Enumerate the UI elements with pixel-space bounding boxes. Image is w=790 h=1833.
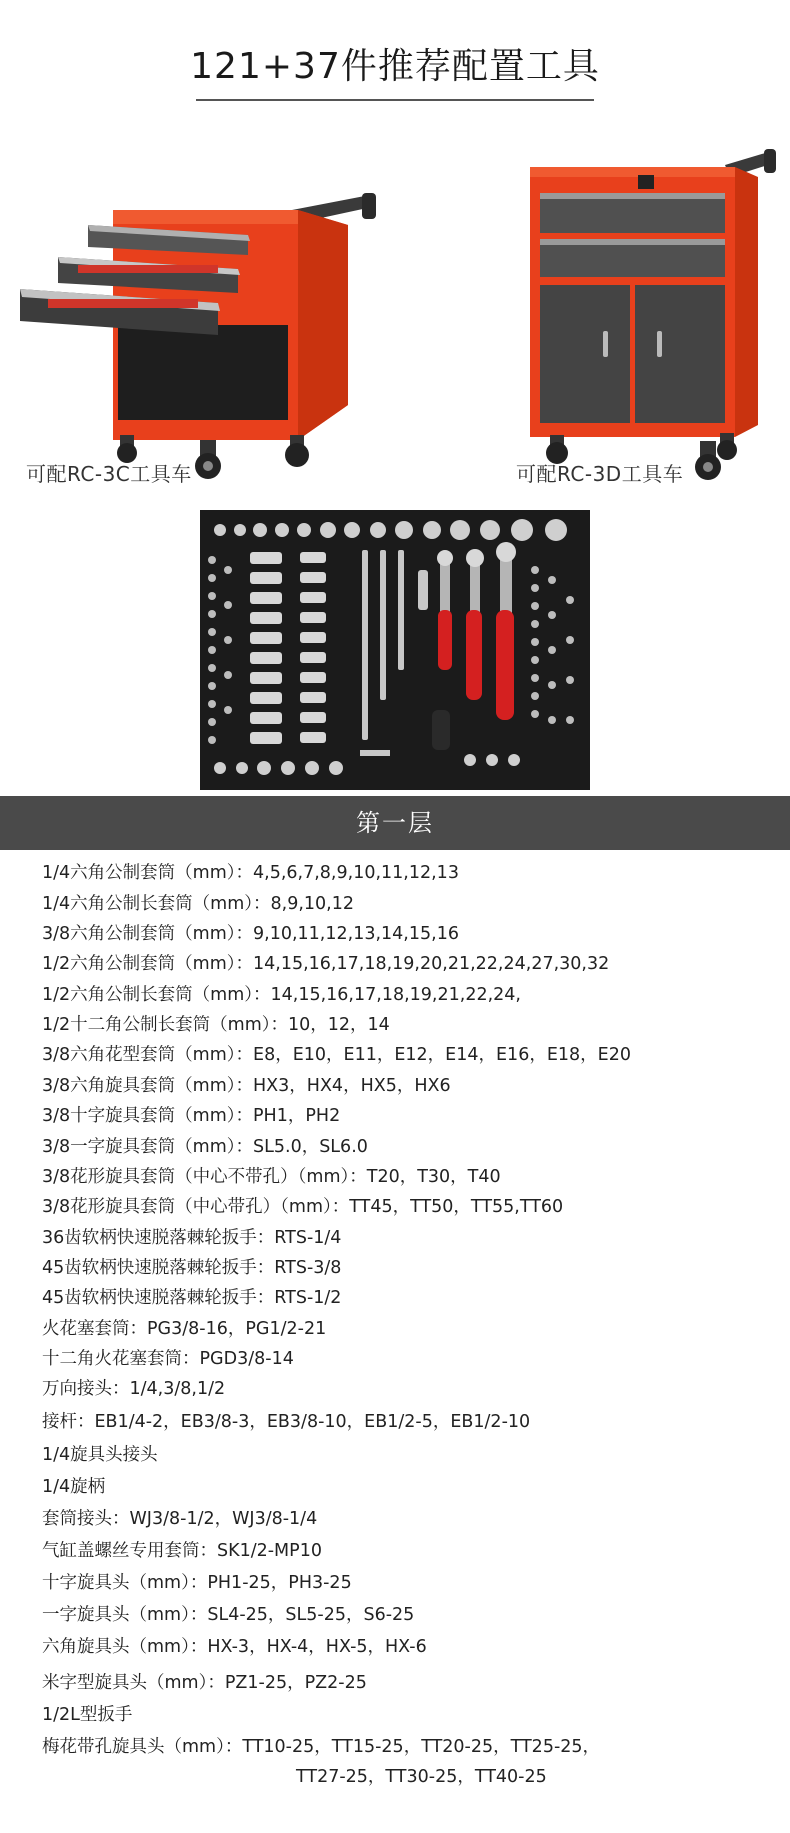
list-item: 梅花带孔旋具头（mm）：TT10-25，TT15-25，TT20-25，TT25-25，: [42, 1737, 601, 1757]
tool-tray-image: [200, 510, 590, 790]
rc-3d-caption: 可配RC-3D工具车: [516, 462, 684, 486]
rc-3c-cart-image: [18, 185, 378, 485]
section-title: 第一层: [356, 809, 434, 837]
list-item: 3/8花形旋具套筒（中心带孔）（mm）：TT45，TT50，TT55,TT60: [42, 1197, 564, 1217]
list-item: 1/2六角公制长套筒（mm）：14,15,16,17,18,19,21,22,24,: [42, 985, 521, 1005]
list-item: 六角旋具头（mm）：HX-3，HX-4，HX-5，HX-6: [42, 1637, 427, 1657]
list-item: 1/4六角公制长套筒（mm）：8,9,10,12: [42, 894, 354, 914]
list-item: 一字旋具头（mm）：SL4-25，SL5-25，S6-25: [42, 1605, 415, 1625]
list-item: 接杆：EB1/4-2，EB3/8-3，EB3/8-10，EB1/2-5，EB1/2-10: [42, 1412, 531, 1432]
list-item: 45齿软柄快速脱落棘轮扳手：RTS-3/8: [42, 1258, 342, 1278]
list-item: 1/2六角公制套筒（mm）：14,15,16,17,18,19,20,21,22,24,27,30,32: [42, 954, 610, 974]
title-underline: [196, 99, 594, 101]
cart-open-cavity: [118, 325, 288, 420]
list-item: 十二角火花塞套筒：PGD3/8-14: [42, 1349, 294, 1369]
list-item: 36齿软柄快速脱落棘轮扳手：RTS-1/4: [42, 1228, 342, 1248]
cabinet-door-right: [635, 285, 725, 423]
brand-logo: [638, 175, 654, 189]
list-item: 米字型旋具头（mm）：PZ1-25，PZ2-25: [42, 1673, 367, 1693]
list-item: 3/8六角公制套筒（mm）：9,10,11,12,13,14,15,16: [42, 924, 459, 944]
item-list: [0, 858, 790, 1833]
list-item: 气缸盖螺丝专用套筒：SK1/2-MP10: [42, 1541, 322, 1561]
cabinet-door-left: [540, 285, 630, 423]
list-item: 1/4旋具头接头: [42, 1445, 158, 1465]
list-item: 3/8六角旋具套筒（mm）：HX3，HX4，HX5，HX6: [42, 1076, 451, 1096]
section-header-band: [0, 796, 790, 850]
page-title: 121+37件推荐配置工具: [190, 46, 600, 87]
list-item: 3/8六角花型套筒（mm）：E8，E10，E11，E12，E14，E16，E18，E20: [42, 1045, 631, 1065]
list-item: 1/2十二角公制长套筒（mm）：10，12，14: [42, 1015, 390, 1035]
rc-3c-caption: 可配RC-3C工具车: [26, 462, 192, 486]
list-item: 1/2L型扳手: [42, 1705, 133, 1725]
list-item: 火花塞套筒：PG3/8-16，PG1/2-21: [42, 1319, 327, 1339]
rc-3d-cart-image: [500, 145, 780, 485]
list-item: 1/4旋柄: [42, 1477, 106, 1497]
list-item: 3/8十字旋具套筒（mm）：PH1，PH2: [42, 1106, 341, 1126]
list-item-continuation: TT27-25，TT30-25，TT40-25: [296, 1767, 547, 1787]
list-item: 45齿软柄快速脱落棘轮扳手：RTS-1/2: [42, 1288, 342, 1308]
list-item: 十字旋具头（mm）：PH1-25，PH3-25: [42, 1573, 352, 1593]
list-item: 套筒接头：WJ3/8-1/2，WJ3/8-1/4: [42, 1509, 318, 1529]
list-item: 3/8花形旋具套筒（中心不带孔）（mm）：T20，T30，T40: [42, 1167, 501, 1187]
list-item: 万向接头：1/4,3/8,1/2: [42, 1379, 226, 1399]
list-item: 1/4六角公制套筒（mm）：4,5,6,7,8,9,10,11,12,13: [42, 863, 459, 883]
list-item: 3/8一字旋具套筒（mm）：SL5.0，SL6.0: [42, 1137, 368, 1157]
